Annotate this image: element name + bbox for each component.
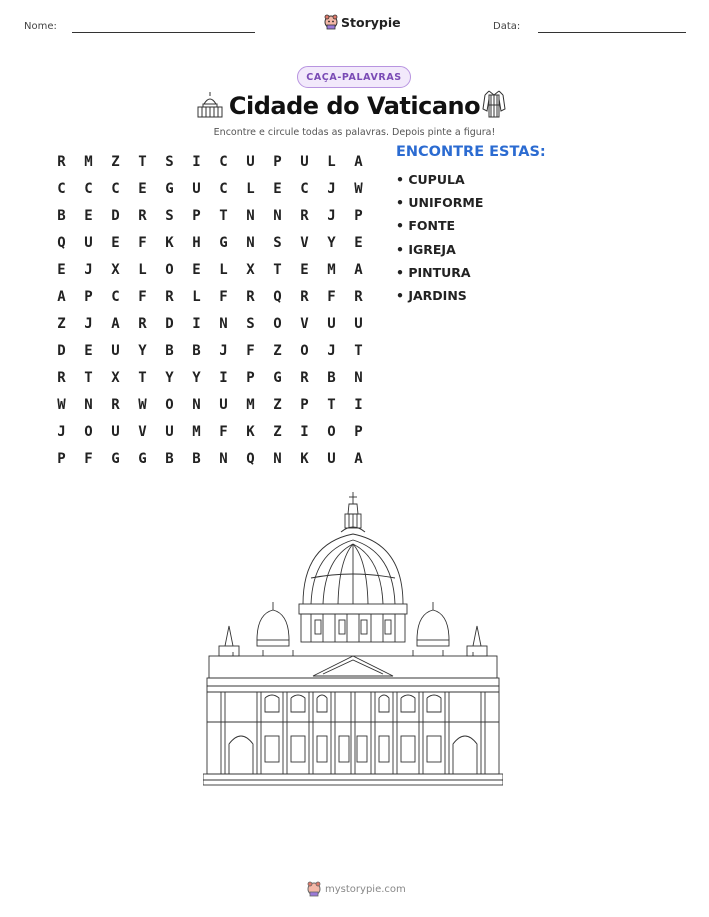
page-title: Cidade do Vaticano: [228, 92, 481, 120]
grid-letter[interactable]: Y: [327, 234, 336, 251]
category-badge: CAÇA-PALAVRAS: [297, 66, 411, 88]
grid-letter[interactable]: K: [165, 234, 174, 251]
grid-letter[interactable]: U: [354, 315, 363, 332]
grid-letter[interactable]: S: [165, 207, 174, 224]
grid-letter[interactable]: Q: [273, 288, 282, 305]
word-item: • PINTURA: [396, 264, 471, 280]
grid-letter[interactable]: R: [354, 288, 363, 305]
word-search-grid[interactable]: [48, 148, 372, 472]
grid-letter[interactable]: D: [111, 207, 120, 224]
word-item: • FONTE: [396, 218, 456, 234]
grid-letter[interactable]: J: [219, 342, 228, 359]
grid-letter[interactable]: A: [111, 315, 120, 332]
grid-letter[interactable]: U: [84, 234, 93, 251]
grid-letter[interactable]: N: [273, 207, 282, 224]
grid-letter[interactable]: G: [111, 450, 120, 467]
grid-letter[interactable]: C: [219, 180, 228, 197]
grid-letter[interactable]: J: [327, 342, 336, 359]
grid-letter[interactable]: R: [57, 153, 66, 170]
grid-letter[interactable]: B: [327, 369, 336, 386]
word-item: • CUPULA: [396, 172, 465, 187]
grid-letter[interactable]: O: [165, 261, 174, 278]
grid-letter[interactable]: U: [165, 423, 174, 440]
grid-letter[interactable]: B: [165, 342, 174, 359]
grid-letter[interactable]: Y: [165, 369, 174, 386]
grid-letter[interactable]: B: [192, 450, 201, 467]
grid-letter[interactable]: F: [219, 288, 228, 305]
swiss-guard-uniform-icon: [481, 89, 507, 119]
grid-letter[interactable]: C: [57, 180, 66, 197]
grid-letter[interactable]: Z: [57, 315, 66, 332]
grid-letter[interactable]: T: [138, 369, 147, 386]
grid-letter[interactable]: P: [273, 153, 282, 170]
grid-letter[interactable]: U: [327, 315, 336, 332]
grid-row: [48, 175, 372, 202]
grid-letter[interactable]: X: [246, 261, 255, 278]
grid-letter[interactable]: R: [138, 315, 147, 332]
grid-letter[interactable]: F: [246, 342, 255, 359]
date-label: Data:: [493, 21, 521, 32]
grid-letter[interactable]: A: [57, 288, 66, 305]
grid-letter[interactable]: W: [138, 396, 147, 413]
grid-letter[interactable]: A: [354, 450, 363, 467]
grid-letter[interactable]: U: [246, 153, 255, 170]
grid-letter[interactable]: D: [165, 315, 174, 332]
grid-letter[interactable]: R: [300, 369, 309, 386]
grid-letter[interactable]: E: [84, 342, 93, 359]
grid-letter[interactable]: F: [84, 450, 93, 467]
grid-letter[interactable]: C: [84, 180, 93, 197]
grid-letter[interactable]: V: [300, 315, 309, 332]
grid-letter[interactable]: A: [354, 153, 363, 170]
storypie-mascot-icon: [324, 14, 338, 30]
grid-letter[interactable]: P: [57, 450, 66, 467]
grid-letter[interactable]: C: [219, 153, 228, 170]
grid-letter[interactable]: G: [138, 450, 147, 467]
grid-letter[interactable]: N: [219, 315, 228, 332]
grid-row: [48, 391, 372, 418]
grid-letter[interactable]: I: [300, 423, 309, 440]
grid-letter[interactable]: G: [273, 369, 282, 386]
grid-letter[interactable]: Q: [246, 450, 255, 467]
grid-letter[interactable]: Y: [192, 369, 201, 386]
grid-letter[interactable]: R: [300, 288, 309, 305]
grid-letter[interactable]: R: [300, 207, 309, 224]
grid-letter[interactable]: T: [84, 369, 93, 386]
grid-row: [48, 283, 372, 310]
grid-letter[interactable]: N: [219, 450, 228, 467]
grid-letter[interactable]: F: [138, 234, 147, 251]
grid-letter[interactable]: N: [84, 396, 93, 413]
grid-letter[interactable]: I: [192, 153, 201, 170]
grid-letter[interactable]: J: [84, 315, 93, 332]
grid-letter[interactable]: P: [354, 207, 363, 224]
st-peters-basilica-icon: [203, 492, 503, 787]
grid-letter[interactable]: F: [138, 288, 147, 305]
word-list-title: ENCONTRE ESTAS:: [396, 144, 546, 160]
grid-letter[interactable]: M: [192, 423, 201, 440]
grid-letter[interactable]: V: [300, 234, 309, 251]
word-item: • IGREJA: [396, 241, 456, 257]
grid-letter[interactable]: W: [354, 180, 363, 197]
grid-letter[interactable]: Z: [273, 423, 282, 440]
grid-row: [48, 418, 372, 445]
grid-letter[interactable]: O: [327, 423, 336, 440]
grid-letter[interactable]: P: [84, 288, 93, 305]
grid-letter[interactable]: N: [192, 396, 201, 413]
grid-letter[interactable]: W: [57, 396, 66, 413]
grid-letter[interactable]: Z: [273, 396, 282, 413]
grid-letter[interactable]: K: [246, 423, 255, 440]
footer-url: mystorypie.com: [325, 883, 406, 895]
grid-letter[interactable]: C: [111, 180, 120, 197]
grid-letter[interactable]: S: [246, 315, 255, 332]
grid-letter[interactable]: E: [273, 180, 282, 197]
grid-letter[interactable]: G: [165, 180, 174, 197]
grid-letter[interactable]: U: [111, 423, 120, 440]
grid-letter[interactable]: U: [300, 153, 309, 170]
grid-letter[interactable]: J: [327, 180, 336, 197]
grid-letter[interactable]: G: [219, 234, 228, 251]
grid-letter[interactable]: H: [192, 234, 201, 251]
grid-letter[interactable]: P: [246, 369, 255, 386]
grid-letter[interactable]: E: [300, 261, 309, 278]
word-list: [396, 144, 546, 311]
grid-row: [48, 445, 372, 472]
grid-letter[interactable]: K: [300, 450, 309, 467]
grid-letter[interactable]: L: [192, 288, 201, 305]
grid-letter[interactable]: N: [246, 207, 255, 224]
grid-letter[interactable]: J: [84, 261, 93, 278]
grid-row: [48, 229, 372, 256]
grid-letter[interactable]: M: [246, 396, 255, 413]
grid-letter[interactable]: O: [273, 315, 282, 332]
grid-letter[interactable]: E: [192, 261, 201, 278]
grid-letter[interactable]: L: [327, 153, 336, 170]
grid-letter[interactable]: B: [57, 207, 66, 224]
grid-letter[interactable]: O: [165, 396, 174, 413]
grid-letter[interactable]: R: [111, 396, 120, 413]
brand-name: Storypie: [341, 14, 401, 30]
grid-letter[interactable]: E: [138, 180, 147, 197]
grid-letter[interactable]: E: [57, 261, 66, 278]
grid-letter[interactable]: Q: [57, 234, 66, 251]
grid-letter[interactable]: O: [300, 342, 309, 359]
grid-letter[interactable]: N: [354, 369, 363, 386]
grid-letter[interactable]: I: [219, 369, 228, 386]
grid-letter[interactable]: E: [84, 207, 93, 224]
grid-letter[interactable]: M: [327, 261, 336, 278]
word-item: • JARDINS: [396, 287, 467, 303]
grid-letter[interactable]: P: [354, 423, 363, 440]
grid-letter[interactable]: R: [57, 369, 66, 386]
grid-letter[interactable]: U: [192, 180, 201, 197]
grid-letter[interactable]: U: [219, 396, 228, 413]
grid-row: [48, 256, 372, 283]
grid-letter[interactable]: P: [192, 207, 201, 224]
grid-letter[interactable]: S: [273, 234, 282, 251]
grid-row: [48, 337, 372, 364]
grid-letter[interactable]: L: [138, 261, 147, 278]
grid-letter[interactable]: B: [165, 450, 174, 467]
grid-letter[interactable]: U: [111, 342, 120, 359]
grid-letter[interactable]: E: [354, 234, 363, 251]
grid-letter[interactable]: Z: [111, 153, 120, 170]
grid-letter[interactable]: N: [246, 234, 255, 251]
grid-letter[interactable]: N: [273, 450, 282, 467]
grid-letter[interactable]: F: [327, 288, 336, 305]
storypie-mascot-icon: [307, 881, 321, 897]
grid-letter[interactable]: J: [57, 423, 66, 440]
name-line[interactable]: [72, 32, 255, 33]
grid-letter[interactable]: C: [300, 180, 309, 197]
name-label: Nome:: [24, 21, 57, 32]
grid-row: [48, 202, 372, 229]
instructions: Encontre e circule todas as palavras. Depois pinte a figura!: [213, 127, 496, 138]
grid-letter[interactable]: T: [273, 261, 282, 278]
grid-letter[interactable]: X: [111, 369, 120, 386]
grid-letter[interactable]: R: [165, 288, 174, 305]
storypie-logo: [324, 14, 401, 30]
grid-letter[interactable]: A: [354, 261, 363, 278]
grid-letter[interactable]: P: [300, 396, 309, 413]
grid-letter[interactable]: Z: [273, 342, 282, 359]
footer: [307, 881, 406, 897]
word-item: • UNIFORME: [396, 195, 484, 211]
grid-letter[interactable]: R: [138, 207, 147, 224]
grid-letter[interactable]: T: [354, 342, 363, 359]
grid-letter[interactable]: O: [84, 423, 93, 440]
grid-letter[interactable]: J: [327, 207, 336, 224]
grid-letter[interactable]: B: [192, 342, 201, 359]
grid-letter[interactable]: I: [354, 396, 363, 413]
grid-letter[interactable]: L: [246, 180, 255, 197]
grid-letter[interactable]: T: [327, 396, 336, 413]
grid-letter[interactable]: E: [111, 234, 120, 251]
grid-letter[interactable]: M: [84, 153, 93, 170]
grid-letter[interactable]: I: [192, 315, 201, 332]
grid-row: [48, 364, 372, 391]
grid-letter[interactable]: V: [138, 423, 147, 440]
date-line[interactable]: [538, 32, 686, 33]
grid-letter[interactable]: L: [219, 261, 228, 278]
grid-letter[interactable]: Y: [138, 342, 147, 359]
grid-letter[interactable]: S: [165, 153, 174, 170]
grid-letter[interactable]: U: [327, 450, 336, 467]
grid-row: [48, 148, 372, 175]
grid-letter[interactable]: R: [246, 288, 255, 305]
grid-letter[interactable]: C: [111, 288, 120, 305]
grid-letter[interactable]: T: [138, 153, 147, 170]
grid-letter[interactable]: T: [219, 207, 228, 224]
grid-letter[interactable]: X: [111, 261, 120, 278]
grid-letter[interactable]: D: [57, 342, 66, 359]
grid-row: [48, 310, 372, 337]
grid-letter[interactable]: F: [219, 423, 228, 440]
